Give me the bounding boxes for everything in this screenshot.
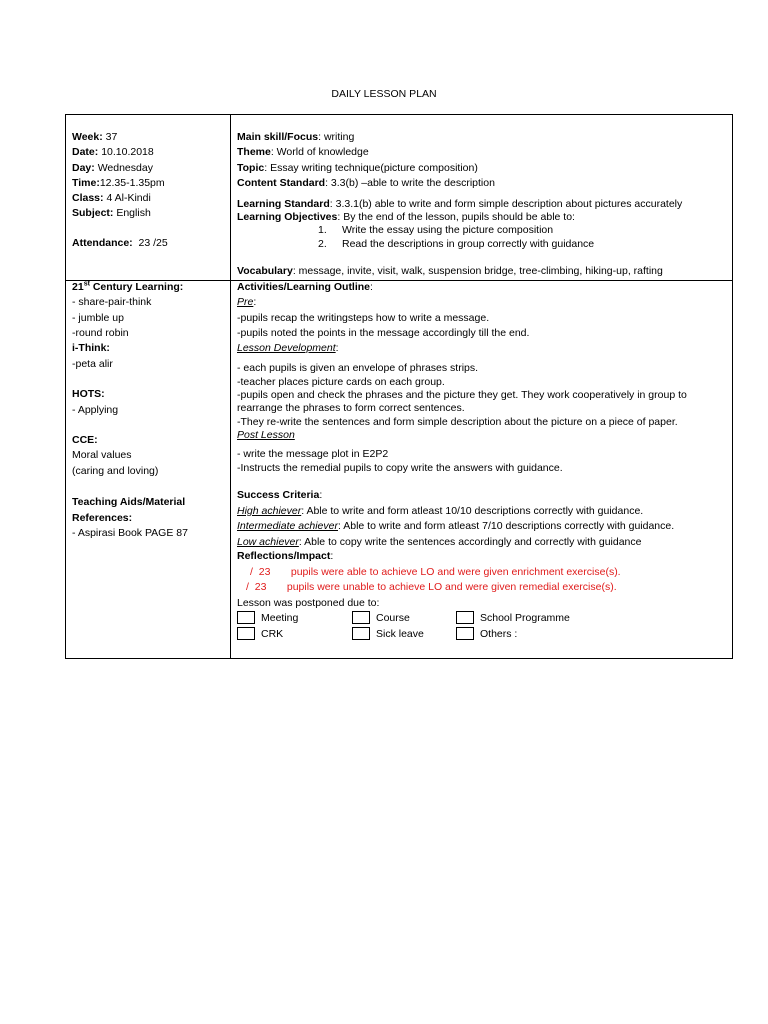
meeting-checkbox[interactable] <box>237 611 255 624</box>
postponed-line: Lesson was postponed due to: <box>237 597 380 609</box>
development-item: -They re-write the sentences and form simple description about the picture on a piece of paper. <box>237 416 678 428</box>
attendance-line: Attendance: 23 /25 <box>72 237 168 249</box>
date-line: Date: 10.10.2018 <box>72 146 154 158</box>
school-programme-label: School Programme <box>480 612 570 624</box>
outline-heading: Activities/Learning Outline: <box>237 281 373 293</box>
theme-line: Theme: World of knowledge <box>237 146 369 158</box>
list-item: - jumble up <box>72 312 124 324</box>
cce-item: Moral values <box>72 449 132 461</box>
hots-item: - Applying <box>72 404 119 416</box>
course-checkbox[interactable] <box>352 611 370 624</box>
week-line: Week: 37 <box>72 131 118 143</box>
reflection-enrichment: / 23 pupils were able to achieve LO and were given enrichment exercise(s). <box>250 566 621 578</box>
course-label: Course <box>376 612 410 624</box>
objective-number: 2. <box>318 238 327 250</box>
time-line: Time:12.35-1.35pm <box>72 177 165 189</box>
intermediate-achiever-line: Intermediate achiever: Able to write and form atleast 7/10 descriptions correctly with guidance. <box>237 520 675 532</box>
school-programme-checkbox[interactable] <box>456 611 474 624</box>
reflections-heading: Reflections/Impact: <box>237 550 334 562</box>
references-heading: References: <box>72 512 133 524</box>
sick-leave-checkbox[interactable] <box>352 627 370 640</box>
meeting-label: Meeting <box>261 612 299 624</box>
topic-line: Topic: Essay writing technique(picture composition) <box>237 162 478 174</box>
crk-checkbox[interactable] <box>237 627 255 640</box>
others-checkbox[interactable] <box>456 627 474 640</box>
ithink-heading: i-Think: <box>72 342 110 354</box>
pre-item: -pupils recap the writingsteps how to write a message. <box>237 312 490 324</box>
development-item: rearrange the phrases to form correct sentences. <box>237 402 465 414</box>
day-line: Day: Wednesday <box>72 162 153 174</box>
sick-leave-label: Sick leave <box>376 628 424 640</box>
reference-item: - Aspirasi Book PAGE 87 <box>72 527 188 539</box>
cce-item: (caring and loving) <box>72 465 159 477</box>
hots-heading: HOTS: <box>72 388 105 400</box>
objective-number: 1. <box>318 224 327 236</box>
vocabulary-line: Vocabulary: message, invite, visit, walk, suspension bridge, tree-climbing, hiking-up, rafting <box>237 265 663 277</box>
learning-objectives-line: Learning Objectives: By the end of the lesson, pupils should be able to: <box>237 211 575 223</box>
objective-text: Read the descriptions in group correctly with guidance <box>342 238 595 250</box>
high-achiever-line: High achiever: Able to write and form atleast 10/10 descriptions correctly with guidance. <box>237 505 644 517</box>
pre-heading: Pre: <box>237 296 257 308</box>
column-divider <box>230 114 231 659</box>
success-criteria-heading: Success Criteria: <box>237 489 323 501</box>
post-item: - write the message plot in E2P2 <box>237 448 389 460</box>
learning-standard-line: Learning Standard: 3.3.1(b) able to write and form simple description about pictures accurately <box>237 198 683 210</box>
low-achiever-line: Low achiever: Able to copy write the sentences accordingly and correctly with guidance <box>237 536 642 548</box>
subject-line: Subject: English <box>72 207 151 219</box>
list-item: -round robin <box>72 327 129 339</box>
development-item: -teacher places picture cards on each group. <box>237 376 445 388</box>
ithink-item: -peta alir <box>72 358 113 370</box>
teaching-aids-heading: Teaching Aids/Material <box>72 496 186 508</box>
page-title: DAILY LESSON PLAN <box>331 88 437 100</box>
content-standard-line: Content Standard: 3.3(b) –able to write the description <box>237 177 495 189</box>
crk-label: CRK <box>261 628 284 640</box>
class-line: Class: 4 Al-Kindi <box>72 192 151 204</box>
post-lesson-heading: Post Lesson <box>237 429 295 441</box>
focus-line: Main skill/Focus: writing <box>237 131 355 143</box>
post-item: -Instructs the remedial pupils to copy write the answers with guidance. <box>237 462 563 474</box>
development-item: -pupils open and check the phrases and the picture they get. They work cooperatively in group to <box>237 389 687 401</box>
reflection-remedial: / 23 pupils were unable to achieve LO and were given remedial exercise(s). <box>246 581 617 593</box>
objective-text: Write the essay using the picture composition <box>342 224 554 236</box>
pre-item: -pupils noted the points in the message accordingly till the end. <box>237 327 530 339</box>
development-heading: Lesson Development: <box>237 342 339 354</box>
list-item: - share-pair-think <box>72 296 152 308</box>
others-label: Others : <box>480 628 518 640</box>
cce-heading: CCE: <box>72 434 98 446</box>
development-item: - each pupils is given an envelope of phrases strips. <box>237 362 479 374</box>
century-learning-heading: 21st Century Learning: <box>72 280 184 293</box>
